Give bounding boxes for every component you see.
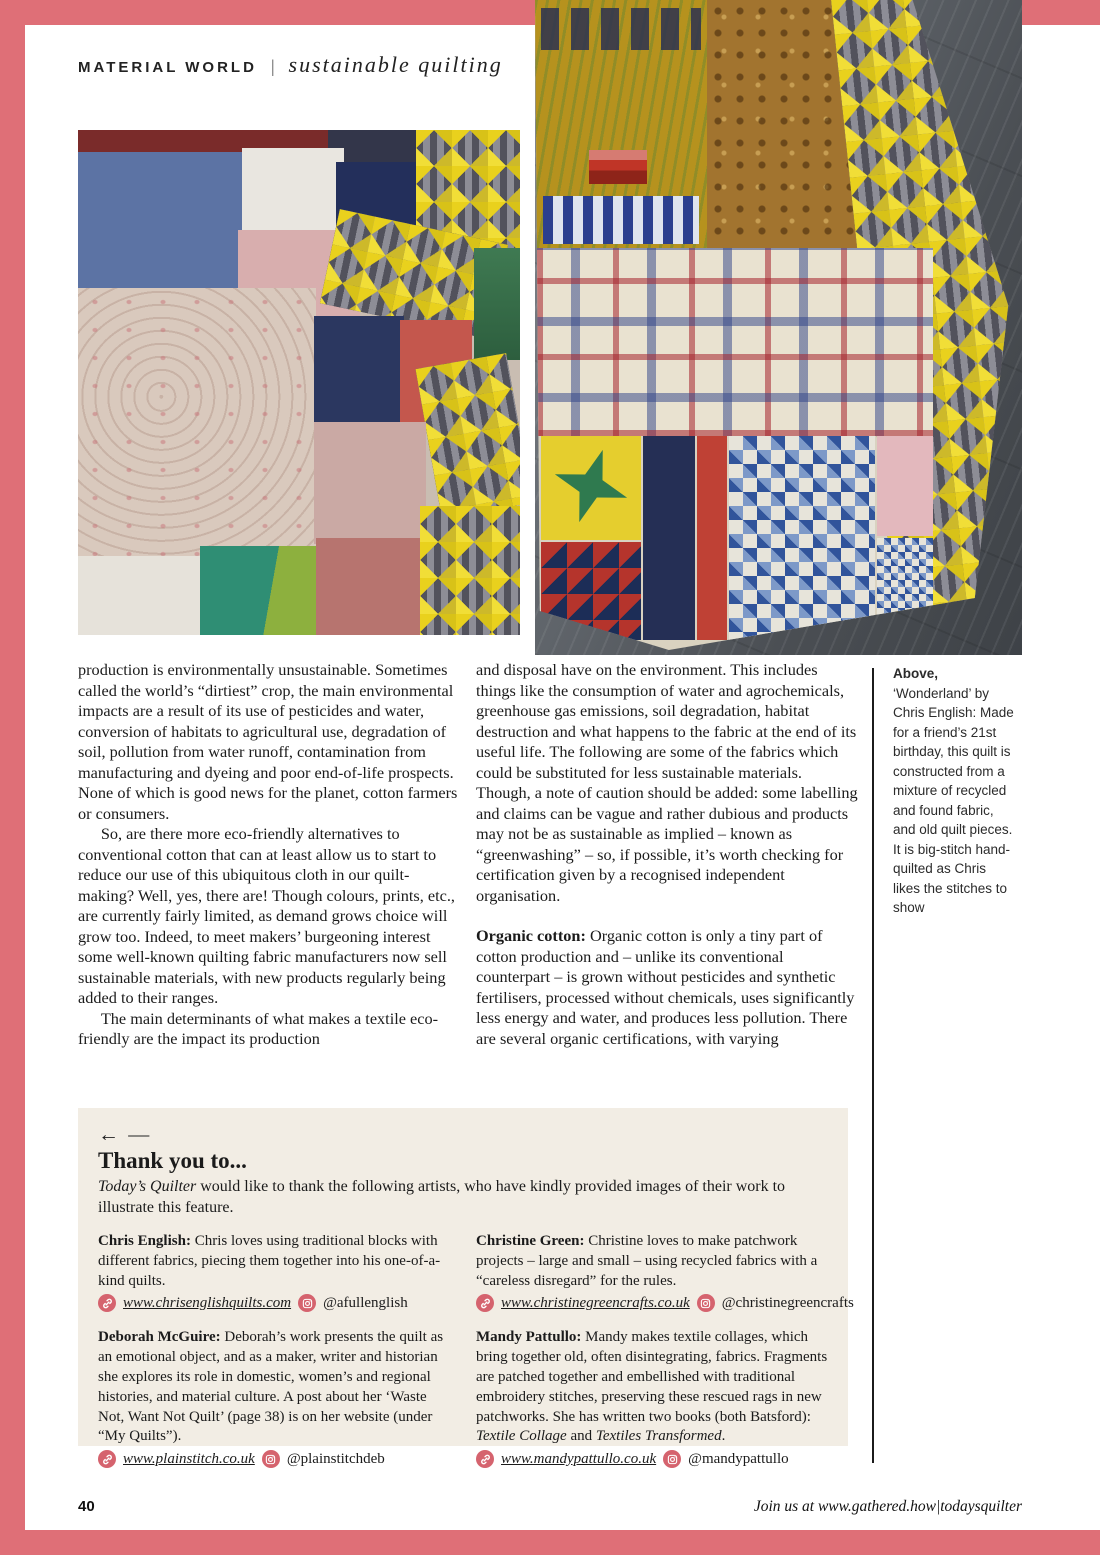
artist-handle: @mandypattullo xyxy=(688,1450,789,1467)
link-icon xyxy=(476,1450,494,1468)
quilt-patch xyxy=(78,152,246,294)
link-icon xyxy=(98,1450,116,1468)
artist-description: Deborah’s work presents the quilt as an emotional object, and as a maker, writer and historian she explores its role in domestic, women’s and regional histories, and material culture. A post about her ‘Waste Not, Want Not Quilt’ (page 38) is on her website (under “My Quilts”). xyxy=(98,1329,444,1445)
artist-bio xyxy=(98,1232,450,1291)
article-paragraph: production is environmentally unsustainable. Sometimes called the world’s “dirtiest” crop, the main environmental impacts are a result of its use of pesticides and water, conversion of habitats to agricultural use, degradation of soil, pollution from water runoff, contamination from manufacturing and dyeing and poor end-of-life prospects. None of which is good news for the planet, cotton farmers or consumers. xyxy=(78,660,458,823)
book-title: Textile Collage xyxy=(476,1428,567,1445)
artist-name: Christine Green: xyxy=(476,1233,585,1249)
quilt-patch xyxy=(541,8,701,50)
article-paragraph: So, are there more eco-friendly alternatives to conventional cotton that can at least allow us to start to reduce our use of this ubiquitous cloth in our quilt-making? Well, yes, there are! Though colours, prints, etc., are currently fairly limited, as demand grows choice will grow too. Indeed, to meet makers’ burgeoning interest some well-known quilting fabric manufacturers now sell sustainable materials, with new products regularly being added to their ranges. xyxy=(78,824,455,1007)
artist-credit-chris-english xyxy=(98,1232,450,1312)
credits-column-right xyxy=(476,1232,854,1484)
article-paragraph: The main determinants of what makes a textile eco-friendly are the impact its production xyxy=(78,1008,439,1048)
artist-name: Mandy Pattullo: xyxy=(476,1329,582,1346)
thank-you-intro-text: would like to thank the following artists, who have kindly provided images of their work to illustrate this feature. xyxy=(98,1178,786,1216)
caption-lead: Above, xyxy=(893,666,939,681)
artist-description: Chris loves using traditional blocks with different fabrics, piecing them together into his one-of-a-kind quilts. xyxy=(98,1233,441,1289)
article-paragraph: and disposal have on the environment. This includes things like the consumption of water and agrochemicals, greenhouse gas emissions, soil degradation, habitat destruction and what happens to the fabric at the end of its useful life. The following are some of the fabrics which could be substituted for less sustainable materials. Though, a note of caution should be added: some labelling and claims can be vague and rather dubious and products may not be as sustainable as implied – known as “greenwashing” – so, if possible, it’s worth checking for certification given by a recognised independent organisation. xyxy=(476,660,858,905)
star-motif xyxy=(543,438,639,534)
artist-bio xyxy=(98,1328,450,1447)
artist-url: www.christinegreencrafts.co.uk xyxy=(501,1294,690,1311)
quilt-patch xyxy=(541,436,641,540)
artist-url: www.mandypattullo.co.uk xyxy=(501,1450,657,1467)
quilt-photo-left xyxy=(78,130,520,635)
quilt-patch xyxy=(643,436,695,640)
artist-links xyxy=(476,1450,828,1468)
credits-column-left xyxy=(98,1232,450,1484)
quilt-patch xyxy=(589,150,647,184)
thank-you-box xyxy=(78,1108,854,1467)
article-column-1 xyxy=(78,660,460,1050)
artist-handle: @plainstitchdeb xyxy=(286,1450,385,1467)
section-topic: sustainable quilting xyxy=(288,52,503,77)
quilt-patch xyxy=(420,506,520,635)
artist-handle: @christinegreencrafts xyxy=(721,1294,854,1311)
artist-credit-deborah-mcguire xyxy=(98,1328,450,1468)
section-header xyxy=(78,52,503,78)
quilt-patch xyxy=(537,248,933,436)
instagram-icon xyxy=(298,1294,316,1312)
artist-bio xyxy=(476,1328,828,1447)
quilt-patch xyxy=(78,556,204,635)
instagram-icon xyxy=(262,1450,280,1468)
link-icon xyxy=(98,1294,116,1312)
instagram-icon xyxy=(697,1294,715,1312)
quilt-patch xyxy=(242,148,344,236)
instagram-icon xyxy=(663,1450,681,1468)
quilt-patch xyxy=(316,538,424,635)
artist-links xyxy=(476,1294,854,1312)
quilt-patch xyxy=(314,422,426,544)
quilt-patch xyxy=(729,436,875,640)
artist-name: Chris English: xyxy=(98,1233,191,1249)
article-column-2 xyxy=(476,660,858,1049)
link-icon xyxy=(476,1294,494,1312)
artist-credit-mandy-pattullo xyxy=(476,1328,828,1468)
quilt-patch xyxy=(314,316,404,428)
artist-url: www.plainstitch.co.uk xyxy=(123,1450,255,1467)
kicker-separator: | xyxy=(270,56,275,76)
quilt-patch xyxy=(877,436,933,536)
artist-credit-christine-green xyxy=(476,1232,854,1312)
organic-cotton-lead: Organic cotton: xyxy=(476,926,586,945)
artist-links xyxy=(98,1450,450,1468)
quilt-patch xyxy=(474,248,520,360)
quilt-patch xyxy=(697,436,727,640)
section-kicker: MATERIAL WORLD xyxy=(78,59,257,76)
artist-links xyxy=(98,1294,450,1312)
footer-join-text: Join us at www.gathered.how|todaysquilter xyxy=(753,1498,1022,1515)
arrow-dash-icon: ← — xyxy=(98,1122,152,1146)
artist-description: Mandy makes textile collages, which bring together old, often disintegrating, fabrics. Fragments are patched together and embellished with traditional embroidery stitches, preserving these rescued rags in new patchworks. She has written two books (both Batsford): xyxy=(476,1329,828,1425)
artist-description: and xyxy=(566,1428,596,1445)
quilt-patch xyxy=(416,353,520,519)
page-frame-bottom xyxy=(0,1530,1100,1555)
quilt-patch xyxy=(200,546,316,635)
artist-bio xyxy=(476,1232,828,1291)
artist-description: . xyxy=(721,1428,726,1445)
caption-divider-rule xyxy=(872,668,874,1463)
quilt-patch xyxy=(78,288,316,560)
artist-handle: @afullenglish xyxy=(323,1294,408,1311)
page-frame-left xyxy=(0,0,25,1555)
thank-you-intro xyxy=(98,1176,828,1218)
quilt-photo-right xyxy=(535,0,1022,655)
quilt-patch xyxy=(543,196,699,244)
wonderland-quilt xyxy=(535,0,1013,650)
caption-body: ‘Wonderland’ by Chris English: Made for a friend’s 21st birthday, this quilt is constructed from a mixture of recycled and found fabric, and old quilt pieces. It is big-stitch hand-quilted as Chris likes the stitches to show xyxy=(893,685,1014,915)
page-number: 40 xyxy=(78,1498,95,1515)
photo-caption xyxy=(893,664,1015,918)
article-paragraph xyxy=(476,926,858,1049)
thank-you-title: Thank you to... xyxy=(98,1148,247,1173)
organic-cotton-text: Organic cotton is only a tiny part of cotton production and – unlike its conventional counterpart – is grown without pesticides and synthetic fertilisers, processed without chemicals, uses significantly less energy and water, and produces less pollution. There are several organic certifications, with varying xyxy=(476,926,855,1048)
magazine-title: Today’s Quilter xyxy=(98,1178,197,1195)
artist-name: Deborah McGuire: xyxy=(98,1329,221,1346)
artist-url: www.chrisenglishquilts.com xyxy=(123,1294,292,1311)
book-title: Textiles Transformed xyxy=(595,1428,722,1445)
artist-description: Christine loves to make patchwork projects – large and small – using recycled fabrics with a “careless disregard” for the rules. xyxy=(476,1233,818,1289)
